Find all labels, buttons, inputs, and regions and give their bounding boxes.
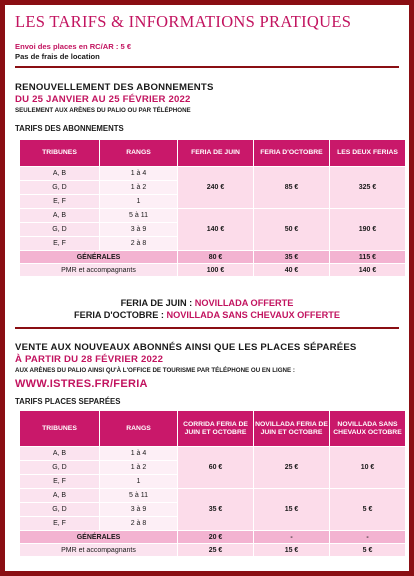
- col-header-rangs: RANGS: [100, 140, 178, 167]
- rangs-cell: 1: [100, 195, 178, 209]
- col-header-rangs: RANGS: [100, 411, 178, 447]
- offer-october-label: FERIA D'OCTOBRE :: [73, 310, 167, 320]
- sale-table-title: TARIFS PLACES SEPARÉES: [15, 397, 121, 406]
- price-cell: 5 €: [330, 544, 406, 557]
- sale-dates: À PARTIR DU 28 FÉVRIER 2022: [15, 354, 164, 365]
- rangs-cell: 2 à 8: [100, 517, 178, 531]
- subscription-price-table: [19, 139, 406, 277]
- single-ticket-price-table: [19, 410, 406, 557]
- tribunes-cell: E, F: [20, 475, 100, 489]
- tribunes-cell: A, B: [20, 209, 100, 223]
- offer-june-value: NOVILLADA OFFERTE: [194, 298, 294, 308]
- price-cell: 40 €: [254, 264, 330, 277]
- tribunes-cell: E, F: [20, 195, 100, 209]
- price-cell: 325 €: [330, 167, 406, 209]
- table-header-row: [20, 140, 406, 167]
- table-row: [20, 167, 406, 181]
- rangs-cell: 1: [100, 475, 178, 489]
- col-header-tribunes: TRIBUNES: [20, 411, 100, 447]
- price-cell: -: [330, 531, 406, 544]
- price-cell: 80 €: [178, 251, 254, 264]
- price-cell: 10 €: [330, 447, 406, 489]
- price-cell: 25 €: [254, 447, 330, 489]
- tribunes-cell: G, D: [20, 461, 100, 475]
- price-cell: 190 €: [330, 209, 406, 251]
- price-cell: 15 €: [254, 544, 330, 557]
- rangs-cell: 1 à 2: [100, 181, 178, 195]
- price-cell: 60 €: [178, 447, 254, 489]
- no-fee-info: Pas de frais de location: [15, 52, 100, 61]
- offer-october: [5, 310, 409, 320]
- price-cell: 5 €: [330, 489, 406, 531]
- offer-june-label: FERIA DE JUIN :: [120, 298, 195, 308]
- col-header-novillada-sans-chevaux: NOVILLADA SANS CHEVAUX OCTOBRE: [330, 411, 406, 447]
- rangs-cell: 1 à 4: [100, 167, 178, 181]
- divider: [15, 66, 399, 68]
- generales-row: [20, 531, 406, 544]
- rangs-cell: 1 à 2: [100, 461, 178, 475]
- generales-label: GÉNÉRALES: [20, 251, 178, 264]
- price-cell: 115 €: [330, 251, 406, 264]
- pmr-row: [20, 544, 406, 557]
- price-cell: 35 €: [254, 251, 330, 264]
- price-cell: 100 €: [178, 264, 254, 277]
- generales-label: GÉNÉRALES: [20, 531, 178, 544]
- pmr-label: PMR et accompagnants: [20, 544, 178, 557]
- price-cell: 85 €: [254, 167, 330, 209]
- col-header-novillada: NOVILLADA FERIA DE JUIN ET OCTOBRE: [254, 411, 330, 447]
- col-header-feria-octobre: FERIA D'OCTOBRE: [254, 140, 330, 167]
- tribunes-cell: G, D: [20, 503, 100, 517]
- rangs-cell: 1 à 4: [100, 447, 178, 461]
- price-cell: 35 €: [178, 489, 254, 531]
- table-row: [20, 209, 406, 223]
- offer-june: [5, 298, 409, 308]
- renewal-table-title: TARIFS DES ABONNEMENTS: [15, 124, 124, 133]
- col-header-tribunes: TRIBUNES: [20, 140, 100, 167]
- table-header-row: [20, 411, 406, 447]
- tribunes-cell: G, D: [20, 181, 100, 195]
- table-row: [20, 447, 406, 461]
- feria-website-link[interactable]: WWW.ISTRES.FR/FERIA: [15, 378, 148, 390]
- rangs-cell: 2 à 8: [100, 237, 178, 251]
- tribunes-cell: A, B: [20, 447, 100, 461]
- offer-october-value: NOVILLADA SANS CHEVAUX OFFERTE: [166, 310, 341, 320]
- divider: [15, 327, 399, 329]
- pmr-label: PMR et accompagnants: [20, 264, 178, 277]
- price-cell: 25 €: [178, 544, 254, 557]
- price-cell: 140 €: [178, 209, 254, 251]
- rangs-cell: 5 à 11: [100, 209, 178, 223]
- tribunes-cell: G, D: [20, 223, 100, 237]
- col-header-feria-juin: FERIA DE JUIN: [178, 140, 254, 167]
- renewal-note: SEULEMENT AUX ARÈNES DU PALIO OU PAR TÉLÉPHONE: [15, 107, 191, 114]
- price-cell: 240 €: [178, 167, 254, 209]
- price-cell: -: [254, 531, 330, 544]
- generales-row: [20, 251, 406, 264]
- rangs-cell: 5 à 11: [100, 489, 178, 503]
- table-row: [20, 489, 406, 503]
- tribunes-cell: E, F: [20, 237, 100, 251]
- price-cell: 140 €: [330, 264, 406, 277]
- page-title: LES TARIFS & INFORMATIONS PRATIQUES: [15, 12, 352, 31]
- tribunes-cell: A, B: [20, 489, 100, 503]
- rangs-cell: 3 à 9: [100, 503, 178, 517]
- rangs-cell: 3 à 9: [100, 223, 178, 237]
- tariff-sheet: [5, 5, 409, 571]
- tribunes-cell: A, B: [20, 167, 100, 181]
- price-cell: 50 €: [254, 209, 330, 251]
- price-cell: 20 €: [178, 531, 254, 544]
- tribunes-cell: E, F: [20, 517, 100, 531]
- renewal-dates: DU 25 JANVIER AU 25 FÉVRIER 2022: [15, 94, 191, 105]
- col-header-corrida: CORRIDA FERIA DE JUIN ET OCTOBRE: [178, 411, 254, 447]
- pmr-row: [20, 264, 406, 277]
- col-header-deux-ferias: LES DEUX FERIAS: [330, 140, 406, 167]
- sale-note: AUX ARÈNES DU PALIO AINSI QU'À L'OFFICE DE TOURISME PAR TÉLÉPHONE OU EN LIGNE :: [15, 367, 295, 374]
- sale-heading: VENTE AUX NOUVEAUX ABONNÉS AINSI QUE LES PLACES SÉPARÉES: [15, 342, 357, 353]
- renewal-heading: RENOUVELLEMENT DES ABONNEMENTS: [15, 82, 214, 93]
- shipping-info: Envoi des places en RC/AR : 5 €: [15, 42, 132, 51]
- price-cell: 15 €: [254, 489, 330, 531]
